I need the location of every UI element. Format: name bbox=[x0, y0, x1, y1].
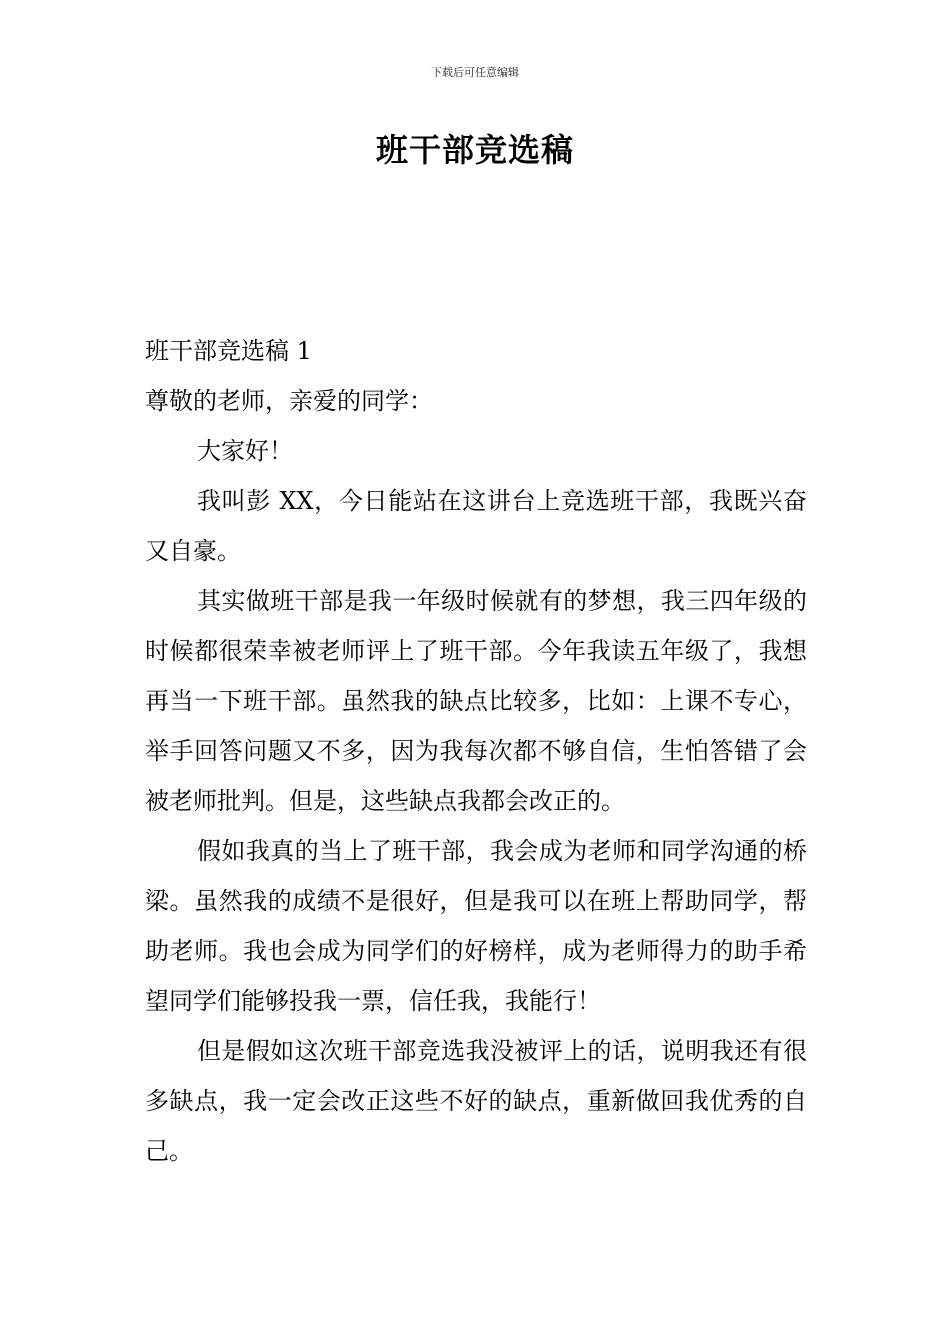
salutation: 尊敬的老师，亲爱的同学： bbox=[145, 387, 433, 415]
paragraph-dream: 其实做班干部是我一年级时候就有的梦想，我三四年级的时候都很荣幸被老师评上了班干部。今年我读五年级了，我想再当一下班干部。虽然我的缺点比较多，比如：上课不专心，举手回答问题又不多，因为我每次都不够自信，生怕答错了会被老师批判。但是，这些缺点我都会改正的。 bbox=[145, 587, 807, 815]
paragraph-conclusion: 但是假如这次班干部竞选我没被评上的话，说明我还有很多缺点，我一定会改正这些不好的缺点，重新做回我优秀的自己。 bbox=[145, 1037, 807, 1165]
section-heading: 班干部竞选稿 1 bbox=[145, 337, 312, 365]
document-title: 班干部竞选稿 bbox=[375, 131, 574, 169]
paragraph-greeting: 大家好！ bbox=[197, 437, 293, 465]
paragraph-promise: 假如我真的当上了班干部，我会成为老师和同学沟通的桥梁。虽然我的成绩不是很好，但是我可以在班上帮助同学，帮助老师。我也会成为同学们的好榜样，成为老师得力的助手希望同学们能够投我一票，信任我，我能行！ bbox=[145, 837, 807, 1015]
header-note: 下载后可任意编辑 bbox=[431, 66, 519, 79]
paragraph-introduction: 我叫彭 XX，今日能站在这讲台上竞选班干部，我既兴奋又自豪。 bbox=[145, 487, 807, 565]
document-body bbox=[145, 326, 807, 1176]
